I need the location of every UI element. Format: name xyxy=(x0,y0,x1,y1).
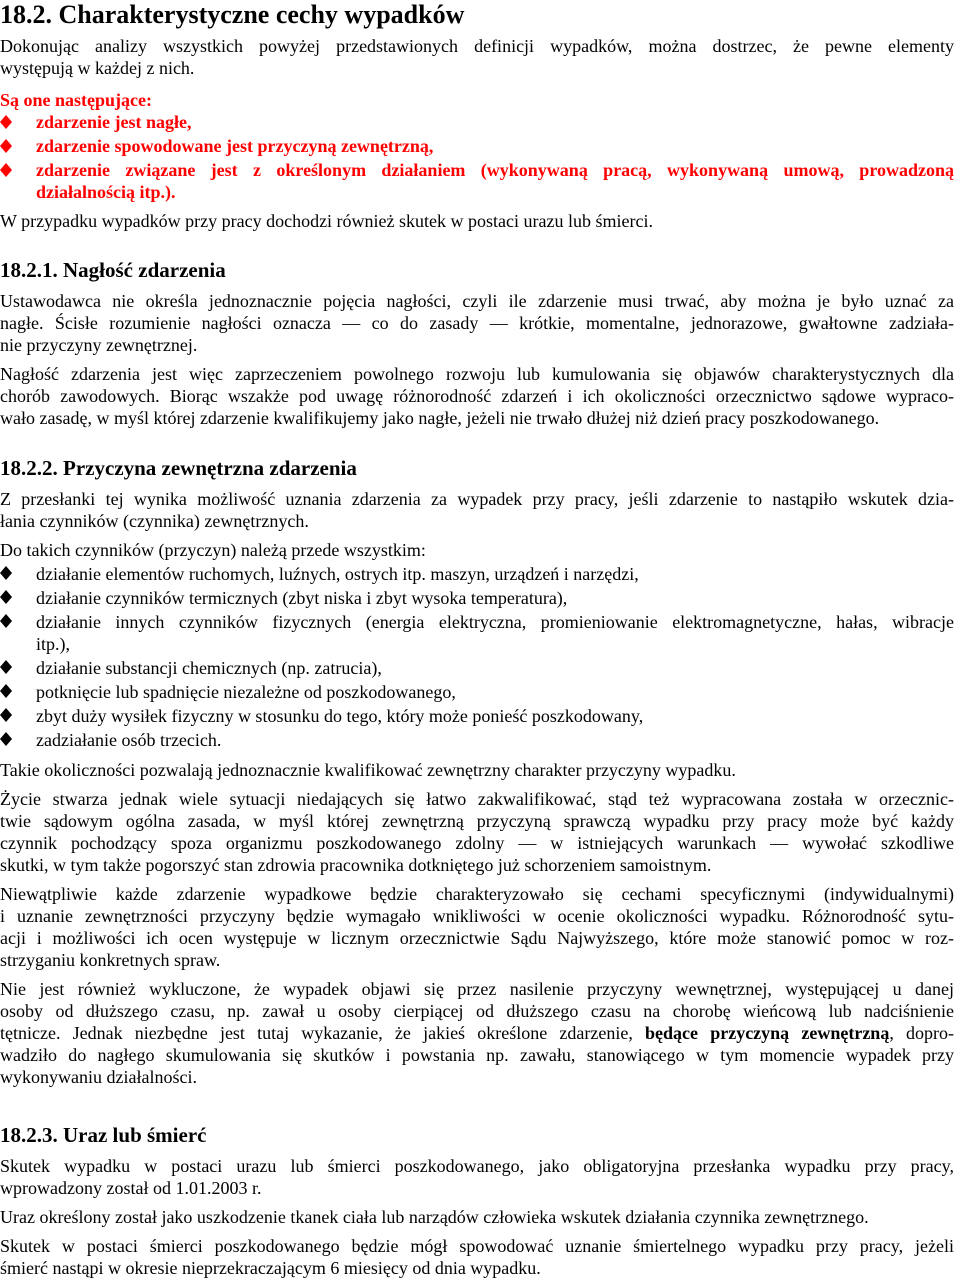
section-heading: 18.2. Charakterystyczne cechy wypadków xyxy=(0,0,465,29)
feature-item: zdarzenie jest nagłe, xyxy=(36,112,192,132)
s2-p3-line: twie sądowym ogólna zasada, w myśl której zewnętrzną przyczyną sprawczą wypadku przy pracy może być każdy xyxy=(0,811,954,831)
s2-p5-line: wykonywaniu działalności. xyxy=(0,1067,197,1087)
s2-p3-line: Życie stwarza jednak wiele sytuacji niedających się łatwo zakwalifikować, stąd też wypracowana została w orzecznic- xyxy=(0,789,954,809)
s2-p5-text: tętnicze. Jednak niezbędne jest tutaj wykazanie, że jakieś określone zdarzenie, xyxy=(0,1023,646,1043)
s2-p2: Takie okoliczności pozwalają jednoznacznie kwalifikować zewnętrzny charakter przyczyny wypadku. xyxy=(0,760,736,780)
after-features-text: W przypadku wypadków przy pracy dochodzi również skutek w postaci urazu lub śmierci. xyxy=(0,211,653,231)
feature-item-continuation: działalnością itp.). xyxy=(36,182,176,202)
subsection-heading-1: 18.2.1. Nagłość zdarzenia xyxy=(0,258,226,282)
s2-p5-line: Nie jest również wykluczone, że wypadek objawi się przez nasilenie przyczyny wewnętrznej, występującej u danej xyxy=(0,979,954,999)
s2-p1-line: Z przesłanki tej wynika możliwość uznania zdarzenia za wypadek przy pracy, jeśli zdarzenie to nastąpiło wskutek dzia- xyxy=(0,489,954,509)
s2-p3-line: czynnik pochodzący spoza organizmu poszkodowanego zdolny — w istniejących warunkach — wywołać szkodliwe xyxy=(0,833,954,853)
factor-item-continuation: itp.), xyxy=(36,634,70,654)
s1-p1-line: nie przyczyny zewnętrznej. xyxy=(0,335,198,355)
factor-item: działanie czynników termicznych (zbyt niska i zbyt wysoka temperatura), xyxy=(36,588,568,608)
factor-item: zbyt duży wysiłek fizyczny w stosunku do tego, który może ponieść poszkodowany, xyxy=(36,706,644,726)
s2-p4-line: i uznanie zewnętrzności przyczyny będzie wymagało wnikliwości w ocenie okoliczności wypadku. Różnorodność sytu- xyxy=(0,906,954,926)
diamond-bullet-icon xyxy=(0,660,12,674)
s1-p2-line: chorób zawodowych. Biorąc wszakże pod uwagę różnorodność zdarzeń i ich okoliczności orzecznictwo sądowe wypraco- xyxy=(0,386,954,406)
s2-p1-line: łania czynników (czynnika) zewnętrznych. xyxy=(0,511,309,531)
s3-p3-line: śmierć nastąpi w okresie nieprzekraczającym 6 miesięcy od dnia wypadku. xyxy=(0,1258,541,1278)
s2-p5-line xyxy=(0,1022,954,1044)
diamond-bullet-icon xyxy=(0,708,12,722)
subsection-heading-2: 18.2.2. Przyczyna zewnętrzna zdarzenia xyxy=(0,456,357,480)
s2-p5-text: , dopro- xyxy=(889,1023,954,1043)
s3-p1-line: Skutek wypadku w postaci urazu lub śmierci poszkodowanego, jako obligatoryjna przesłanka wypadku przy pracy, xyxy=(0,1156,954,1176)
diamond-bullet-icon xyxy=(0,115,12,129)
s1-p1-line: Ustawodawca nie określa jednoznacznie pojęcia nagłości, czyli ile zdarzenie musi trwać, aby można je było uznać za xyxy=(0,291,954,311)
intro-line-1: Dokonując analizy wszystkich powyżej przedstawionych definicji wypadków, można dostrzec, że pewne elementy xyxy=(0,36,954,56)
s3-p1-line: wprowadzony został od 1.01.2003 r. xyxy=(0,1178,262,1198)
intro-line-2: występują w każdej z nich. xyxy=(0,58,195,78)
subsection-heading-3: 18.2.3. Uraz lub śmierć xyxy=(0,1123,207,1147)
features-lead: Są one następujące: xyxy=(0,90,152,110)
factor-item: działanie substancji chemicznych (np. zatrucia), xyxy=(36,658,382,678)
s2-p5-line: wadziło do nagłego skumulowania się skutków i powstania np. zawału, stanowiącego w tym momencie wypadek przy xyxy=(0,1045,954,1065)
s2-p5-bold-text: będące przyczyną zewnętrzną xyxy=(645,1023,890,1043)
factor-item: potknięcie lub spadnięcie niezależne od poszkodowanego, xyxy=(36,682,456,702)
factor-item: działanie elementów ruchomych, luźnych, ostrych itp. maszyn, urządzeń i narzędzi, xyxy=(36,564,639,584)
s2-p3-line: skutki, w tym także pogorszyć stan zdrowia pracownika dotkniętego już schorzeniem samoistnym. xyxy=(0,855,712,875)
s2-p4-line: Niewątpliwie każde zdarzenie wypadkowe będzie charakteryzowało się cechami specyficznymi (indywidualnymi) xyxy=(0,884,954,904)
s1-p2-line: Nagłość zdarzenia jest więc zaprzeczeniem powolnego rozwoju lub kumulowania się objawów charakterystycznych dla xyxy=(0,364,954,384)
s2-p4-line: acji i możliwości ich ocen występuje w licznym orzecznictwie Sądu Najwyższego, które może stanowić pomoc w roz- xyxy=(0,928,954,948)
s2-p5-line: osoby od dłuższego czasu, np. zawał u osoby cierpiącej od dłuższego czasu na chorobę wieńcową lub nadciśnienie xyxy=(0,1001,954,1021)
diamond-bullet-icon xyxy=(0,684,12,698)
factor-item: zadziałanie osób trzecich. xyxy=(36,730,222,750)
s2-lead: Do takich czynników (przyczyn) należą przede wszystkim: xyxy=(0,540,426,560)
diamond-bullet-icon xyxy=(0,590,12,604)
s2-p4-line: strzyganiu konkretnych spraw. xyxy=(0,950,221,970)
factor-item: działanie innych czynników fizycznych (energia elektryczna, promieniowanie elektromagnetyczne, hałas, wibracje xyxy=(36,612,954,632)
diamond-bullet-icon xyxy=(0,566,12,580)
s3-p2: Uraz określony został jako uszkodzenie tkanek ciała lub narządów człowieka wskutek działania czynnika zewnętrznego. xyxy=(0,1207,869,1227)
diamond-bullet-icon xyxy=(0,139,12,153)
diamond-bullet-icon xyxy=(0,163,12,177)
s1-p1-line: nagłe. Ścisłe rozumienie nagłości oznacza — co do zasady — krótkie, momentalne, jednorazowe, gwałtowne zadziała- xyxy=(0,313,954,333)
feature-item: zdarzenie spowodowane jest przyczyną zewnętrzną, xyxy=(36,136,434,156)
diamond-bullet-icon xyxy=(0,732,12,746)
s3-p3-line: Skutek w postaci śmierci poszkodowanego będzie mógł spowodować uznanie śmiertelnego wypadku przy pracy, jeżeli xyxy=(0,1236,954,1256)
feature-item: zdarzenie związane jest z określonym działaniem (wykonywaną pracą, wykonywaną umową, prowadzoną xyxy=(36,160,954,180)
s1-p2-line: wało zasadę, w myśl której zdarzenie kwalifikujemy jako nagłe, jeżeli nie trwało dłużej niż dzień pracy poszkodowanego. xyxy=(0,408,880,428)
diamond-bullet-icon xyxy=(0,614,12,628)
